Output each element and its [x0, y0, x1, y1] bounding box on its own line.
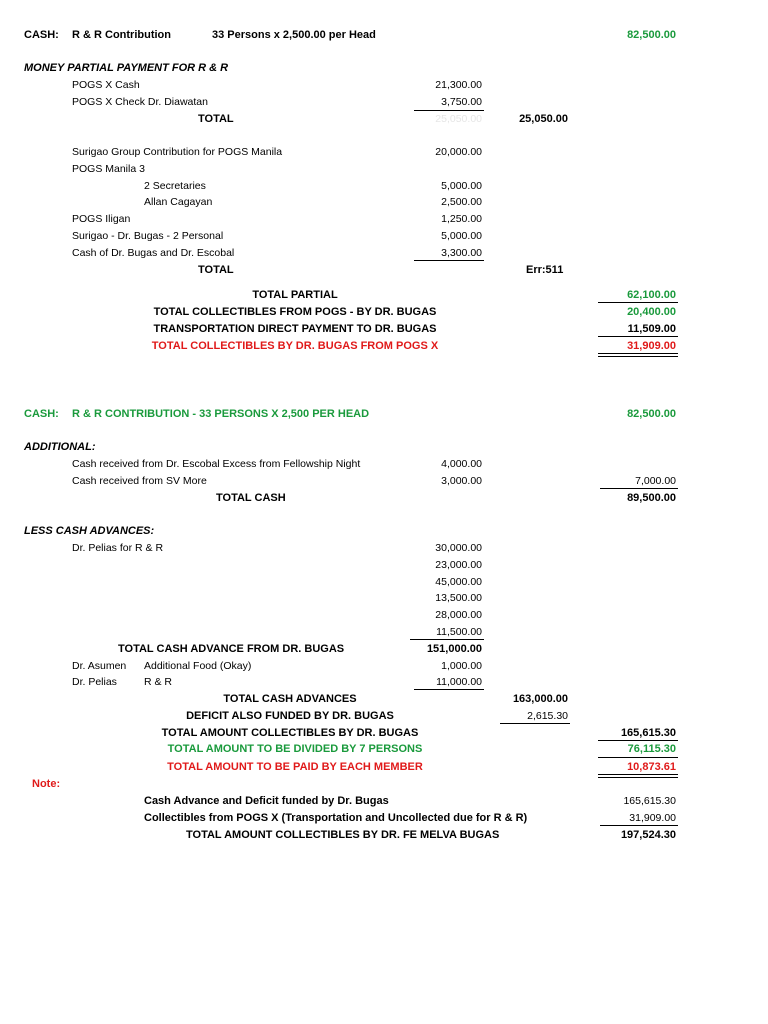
- total-advances-value: 163,000.00: [512, 693, 568, 705]
- summary-amount: 31,909.00: [627, 340, 676, 352]
- partial-row-amount: 3,750.00: [441, 96, 482, 108]
- note-row-amount: 31,909.00: [629, 812, 676, 824]
- partial-total-value: 25,050.00: [519, 113, 568, 125]
- total-cash-value: 89,500.00: [627, 492, 676, 504]
- advance-amount: 45,000.00: [435, 576, 482, 588]
- cash-description-2: R & R CONTRIBUTION - 33 PERSONS X 2,500 PER HEAD: [72, 408, 370, 420]
- extra-advance-name: Dr. Pelias: [72, 676, 117, 688]
- cash-amount-2: 82,500.00: [627, 408, 676, 420]
- pelias-advance-label: Dr. Pelias for R & R: [72, 542, 164, 554]
- cash-description: R & R Contribution: [72, 29, 171, 41]
- summary-label: TRANSPORTATION DIRECT PAYMENT TO DR. BUGAS: [153, 323, 437, 335]
- underline: [414, 110, 484, 111]
- underline: [414, 689, 484, 690]
- advance-amount: 11,500.00: [436, 626, 482, 638]
- extra-advance-desc: R & R: [144, 676, 173, 688]
- additional-row-amount: 4,000.00: [441, 458, 482, 470]
- summary-label: TOTAL COLLECTIBLES FROM POGS - BY DR. BUGAS: [153, 306, 437, 318]
- extra-advance-amount: 11,000.00: [436, 676, 482, 688]
- extra-advance-desc: Additional Food (Okay): [144, 660, 252, 672]
- double-underline: [598, 774, 678, 778]
- additional-row-amount: 3,000.00: [441, 475, 482, 487]
- summary-amount: 20,400.00: [627, 306, 676, 318]
- partial-row-label: POGS X Cash: [72, 79, 140, 91]
- surigao-contribution-label: Surigao Group Contribution for POGS Manila: [72, 146, 283, 158]
- surigao-contribution-amount: 20,000.00: [435, 146, 482, 158]
- underline: [600, 825, 678, 826]
- deficit-value: 2,615.30: [527, 710, 568, 722]
- partial-total-label: TOTAL: [198, 113, 234, 125]
- underline: [600, 488, 678, 489]
- collectibles-value: 165,615.30: [620, 727, 676, 739]
- note-row-amount: 165,615.30: [623, 795, 676, 807]
- advance-amount: 28,000.00: [435, 609, 482, 621]
- underline: [598, 302, 678, 303]
- additional-subtotal: 7,000.00: [635, 475, 676, 487]
- cash-label-2: CASH:: [24, 408, 59, 420]
- additional-title: ADDITIONAL:: [24, 441, 96, 453]
- underline: [410, 639, 484, 640]
- advance-amount: 30,000.00: [435, 542, 482, 554]
- each-member-value: 10,873.61: [627, 761, 676, 773]
- divided-label: TOTAL AMOUNT TO BE DIVIDED BY 7 PERSONS: [167, 743, 423, 755]
- underline: [500, 723, 570, 724]
- note-total-amount: 197,524.30: [620, 829, 676, 841]
- note-total-label: TOTAL AMOUNT COLLECTIBLES BY DR. FE MELVA BUGAS: [186, 829, 500, 841]
- collectibles-label: TOTAL AMOUNT COLLECTIBLES BY DR. BUGAS: [161, 727, 419, 739]
- cash-advances-title: LESS CASH ADVANCES:: [24, 525, 155, 537]
- summary-label: TOTAL COLLECTIBLES BY DR. BUGAS FROM POGS X: [151, 340, 439, 352]
- note-label: Note:: [32, 778, 61, 790]
- additional-row-label: Cash received from SV More: [72, 475, 207, 487]
- additional-row-label: Cash received from Dr. Escobal Excess from Fellowship Night: [72, 458, 361, 470]
- underline: [414, 260, 484, 261]
- total-advance-bugas-value: 151,000.00: [426, 643, 482, 655]
- underline: [598, 336, 678, 337]
- divided-value: 76,115.30: [627, 743, 676, 755]
- extra-advance-amount: 1,000.00: [441, 660, 482, 672]
- group-total-value: Err:511: [526, 264, 564, 276]
- pogs-manila-label: POGS Manila 3: [72, 163, 145, 175]
- advance-amount: 13,500.00: [435, 592, 482, 604]
- underline: [598, 740, 678, 741]
- group-row-amount: 1,250.00: [441, 213, 482, 225]
- total-advance-bugas-label: TOTAL CASH ADVANCE FROM DR. BUGAS: [118, 643, 345, 655]
- group-total-label: TOTAL: [198, 264, 234, 276]
- deficit-label: DEFICIT ALSO FUNDED BY DR. BUGAS: [186, 710, 394, 722]
- cash-calculation: 33 Persons x 2,500.00 per Head: [212, 29, 376, 41]
- extra-advance-name: Dr. Asumen: [72, 660, 127, 672]
- group-row-amount: 5,000.00: [441, 230, 482, 242]
- advance-amount: 23,000.00: [435, 559, 482, 571]
- group-row-amount: 3,300.00: [441, 247, 482, 259]
- group-row-label: Surigao - Dr. Bugas - 2 Personal: [72, 230, 224, 242]
- group-row-label: Allan Cagayan: [144, 196, 213, 208]
- group-row-amount: 5,000.00: [441, 180, 482, 192]
- each-member-label: TOTAL AMOUNT TO BE PAID BY EACH MEMBER: [167, 761, 423, 773]
- partial-row-amount: 21,300.00: [435, 79, 482, 91]
- cash-amount: 82,500.00: [627, 29, 676, 41]
- partial-payment-title: MONEY PARTIAL PAYMENT FOR R & R: [24, 62, 229, 74]
- cash-label: CASH:: [24, 29, 59, 41]
- partial-total-faint: 25,050.00: [435, 113, 482, 125]
- total-advances-label: TOTAL CASH ADVANCES: [223, 693, 357, 705]
- group-row-label: POGS Iligan: [72, 213, 131, 225]
- group-row-label: 2 Secretaries: [144, 180, 206, 192]
- total-cash-label: TOTAL CASH: [216, 492, 286, 504]
- note-row-label: Cash Advance and Deficit funded by Dr. Bugas: [144, 795, 389, 807]
- summary-amount: 11,509.00: [627, 323, 676, 335]
- underline: [598, 757, 678, 758]
- partial-row-label: POGS X Check Dr. Diawatan: [72, 96, 208, 108]
- note-row-label: Collectibles from POGS X (Transportation and Uncollected due for R & R): [144, 812, 528, 824]
- group-row-label: Cash of Dr. Bugas and Dr. Escobal: [72, 247, 235, 259]
- summary-amount: 62,100.00: [627, 289, 676, 301]
- double-underline: [598, 353, 678, 357]
- group-row-amount: 2,500.00: [441, 196, 482, 208]
- summary-label: TOTAL PARTIAL: [252, 289, 338, 301]
